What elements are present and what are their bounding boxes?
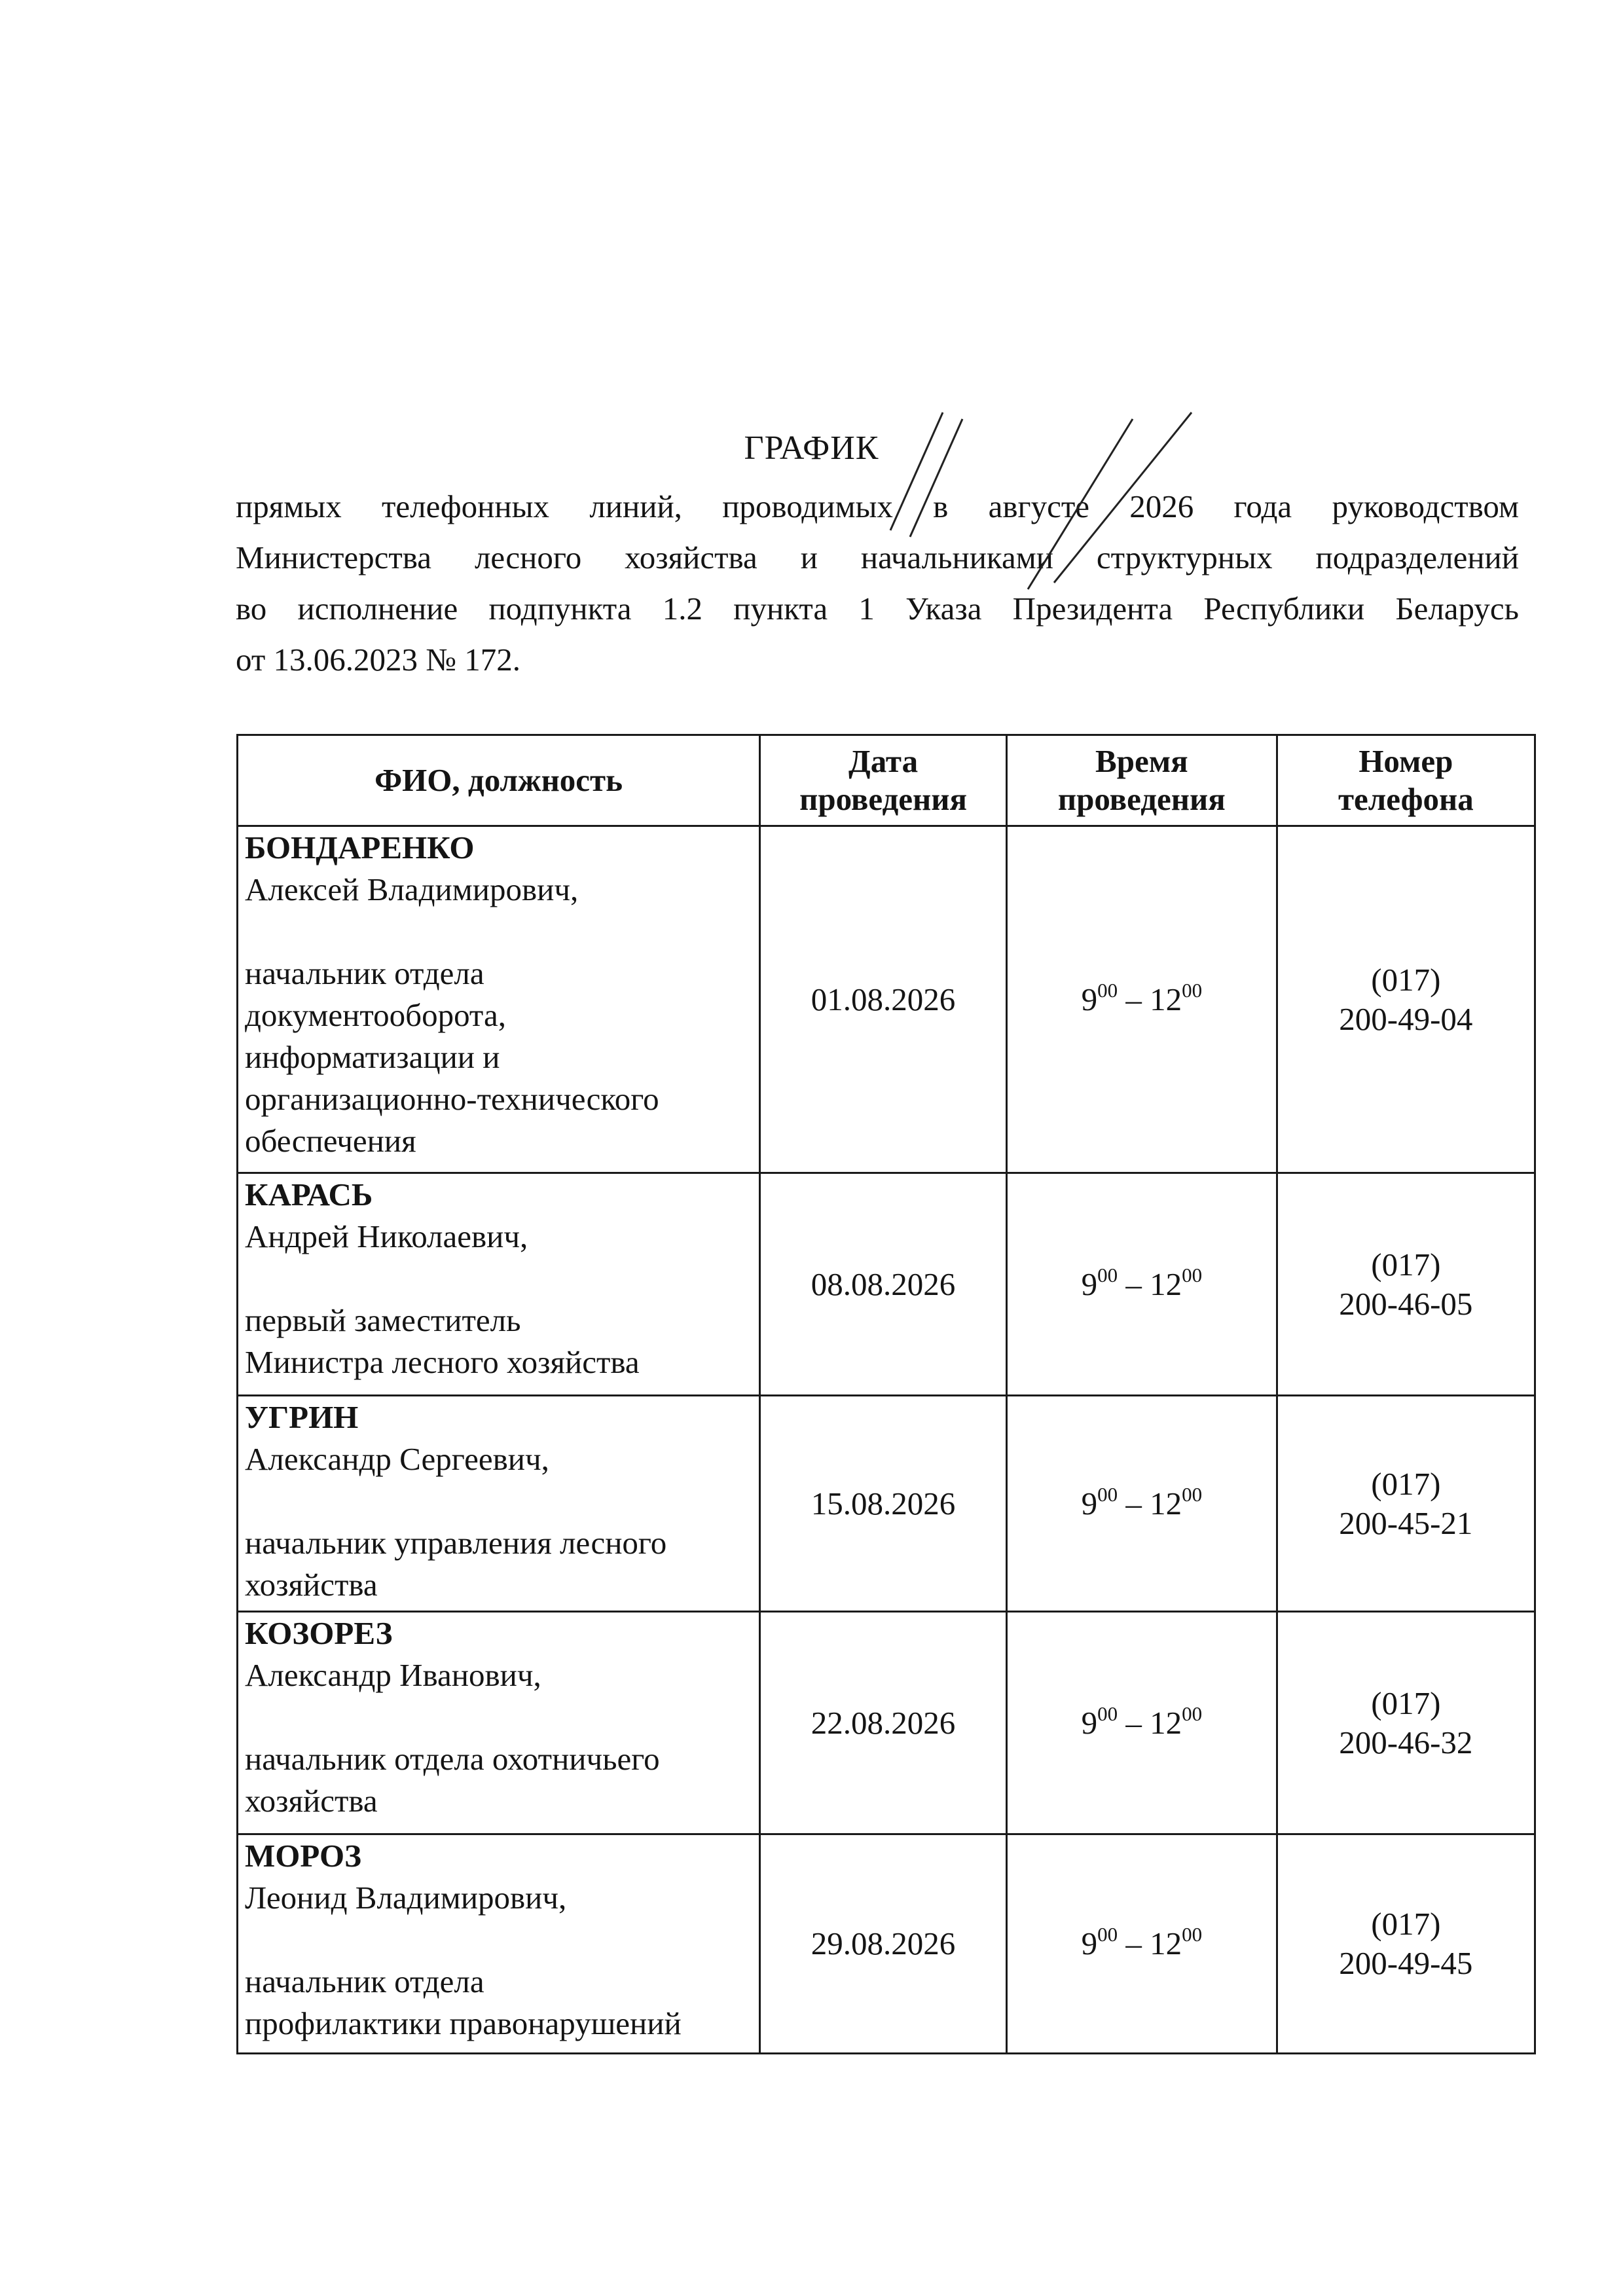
person-name: Александр Иванович,	[245, 1657, 541, 1693]
time-separator: –	[1118, 981, 1150, 1017]
phone-code: (017)	[1371, 961, 1441, 998]
time-end: 12	[1150, 981, 1182, 1017]
person-position-line: хозяйства	[245, 1567, 378, 1603]
person-position-line: начальник отдела	[245, 1963, 484, 1999]
person-name: Леонид Владимирович,	[245, 1880, 567, 1916]
time-start-minutes: 00	[1097, 1923, 1118, 1946]
date-value: 08.08.2026	[811, 1266, 956, 1302]
person-cell	[238, 1834, 760, 2054]
person-name: Андрей Николаевич,	[245, 1218, 528, 1254]
header-time: Время проведения	[1006, 735, 1277, 826]
person-position-line: первый заместитель	[245, 1302, 521, 1338]
intro-line: от 13.06.2023 № 172.	[236, 642, 521, 678]
time-cell	[1006, 1396, 1277, 1612]
header-phone: Номер телефона	[1277, 735, 1535, 826]
table-row	[238, 1834, 1535, 2054]
document-title: ГРАФИК	[744, 429, 879, 467]
time-start: 9	[1081, 1485, 1098, 1522]
date-cell	[760, 1612, 1007, 1834]
person-position-line: начальник отдела	[245, 955, 484, 991]
date-cell	[760, 1173, 1007, 1396]
time-cell	[1006, 1173, 1277, 1396]
date-cell	[760, 1396, 1007, 1612]
time-end: 12	[1150, 1925, 1182, 1961]
phone-cell	[1277, 1173, 1535, 1396]
time-end: 12	[1150, 1485, 1182, 1522]
time-start: 9	[1081, 1925, 1098, 1961]
person-surname: КОЗОРЕЗ	[245, 1615, 393, 1651]
table-row	[238, 826, 1535, 1173]
table-header-row	[238, 735, 1535, 826]
phone-code: (017)	[1371, 1906, 1441, 1942]
date-cell	[760, 826, 1007, 1173]
intro-line: прямых телефонных линий, проводимых в августе 2026 года руководством	[236, 488, 1519, 524]
time-separator: –	[1118, 1485, 1150, 1522]
date-value: 29.08.2026	[811, 1925, 956, 1961]
time-end: 12	[1150, 1266, 1182, 1302]
person-position-line: документооборота,	[245, 997, 506, 1033]
time-end-minutes: 00	[1182, 1263, 1203, 1286]
table-row	[238, 1173, 1535, 1396]
phone-cell	[1277, 1834, 1535, 2054]
time-start-minutes: 00	[1097, 1263, 1118, 1286]
document-intro	[236, 481, 1519, 685]
table-row	[238, 1612, 1535, 1834]
time-end: 12	[1150, 1704, 1182, 1741]
time-start-minutes: 00	[1097, 978, 1118, 1002]
date-value: 01.08.2026	[811, 981, 956, 1017]
person-surname: БОНДАРЕНКО	[245, 829, 475, 866]
person-cell	[238, 1612, 760, 1834]
person-position-line: обеспечения	[245, 1123, 416, 1159]
phone-number: 200-46-32	[1339, 1724, 1473, 1760]
person-name: Алексей Владимирович,	[245, 871, 579, 907]
phone-code: (017)	[1371, 1246, 1441, 1283]
time-separator: –	[1118, 1266, 1150, 1302]
date-cell	[760, 1834, 1007, 2054]
phone-code: (017)	[1371, 1465, 1441, 1502]
header-person: ФИО, должность	[238, 735, 760, 826]
time-end-minutes: 00	[1182, 1702, 1203, 1725]
time-start-minutes: 00	[1097, 1482, 1118, 1506]
time-start: 9	[1081, 1704, 1098, 1741]
person-cell	[238, 1396, 760, 1612]
person-position-line: информатизации и	[245, 1039, 500, 1075]
phone-number: 200-49-45	[1339, 1945, 1473, 1981]
time-end-minutes: 00	[1182, 978, 1203, 1002]
time-start: 9	[1081, 1266, 1098, 1302]
person-position-line: хозяйства	[245, 1783, 378, 1819]
time-separator: –	[1118, 1925, 1150, 1961]
time-cell	[1006, 826, 1277, 1173]
person-position-line: Министра лесного хозяйства	[245, 1344, 640, 1380]
intro-line: Министерства лесного хозяйства и начальниками структурных подразделений	[236, 539, 1519, 575]
date-value: 15.08.2026	[811, 1485, 956, 1522]
person-name: Александр Сергеевич,	[245, 1441, 549, 1477]
person-position-line: начальник отдела охотничьего	[245, 1741, 660, 1777]
phone-cell	[1277, 1396, 1535, 1612]
person-surname: УГРИН	[245, 1399, 359, 1435]
person-position-line: организационно-технического	[245, 1081, 659, 1117]
phone-cell	[1277, 1612, 1535, 1834]
time-separator: –	[1118, 1704, 1150, 1741]
person-surname: КАРАСЬ	[245, 1176, 373, 1212]
person-surname: МОРОЗ	[245, 1838, 361, 1874]
time-cell	[1006, 1612, 1277, 1834]
person-cell	[238, 1173, 760, 1396]
time-end-minutes: 00	[1182, 1482, 1203, 1506]
schedule-table	[236, 734, 1536, 2054]
phone-number: 200-49-04	[1339, 1000, 1473, 1037]
phone-code: (017)	[1371, 1685, 1441, 1721]
person-position-line: начальник управления лесного	[245, 1525, 667, 1561]
date-value: 22.08.2026	[811, 1704, 956, 1741]
phone-number: 200-46-05	[1339, 1285, 1473, 1322]
person-cell	[238, 826, 760, 1173]
table-row	[238, 1396, 1535, 1612]
header-date: Дата проведения	[760, 735, 1007, 826]
phone-cell	[1277, 826, 1535, 1173]
time-start: 9	[1081, 981, 1098, 1017]
time-cell	[1006, 1834, 1277, 2054]
intro-line: во исполнение подпункта 1.2 пункта 1 Указа Президента Республики Беларусь	[236, 591, 1519, 627]
time-end-minutes: 00	[1182, 1923, 1203, 1946]
phone-number: 200-45-21	[1339, 1504, 1473, 1541]
person-position-line: профилактики правонарушений	[245, 2005, 682, 2041]
time-start-minutes: 00	[1097, 1702, 1118, 1725]
